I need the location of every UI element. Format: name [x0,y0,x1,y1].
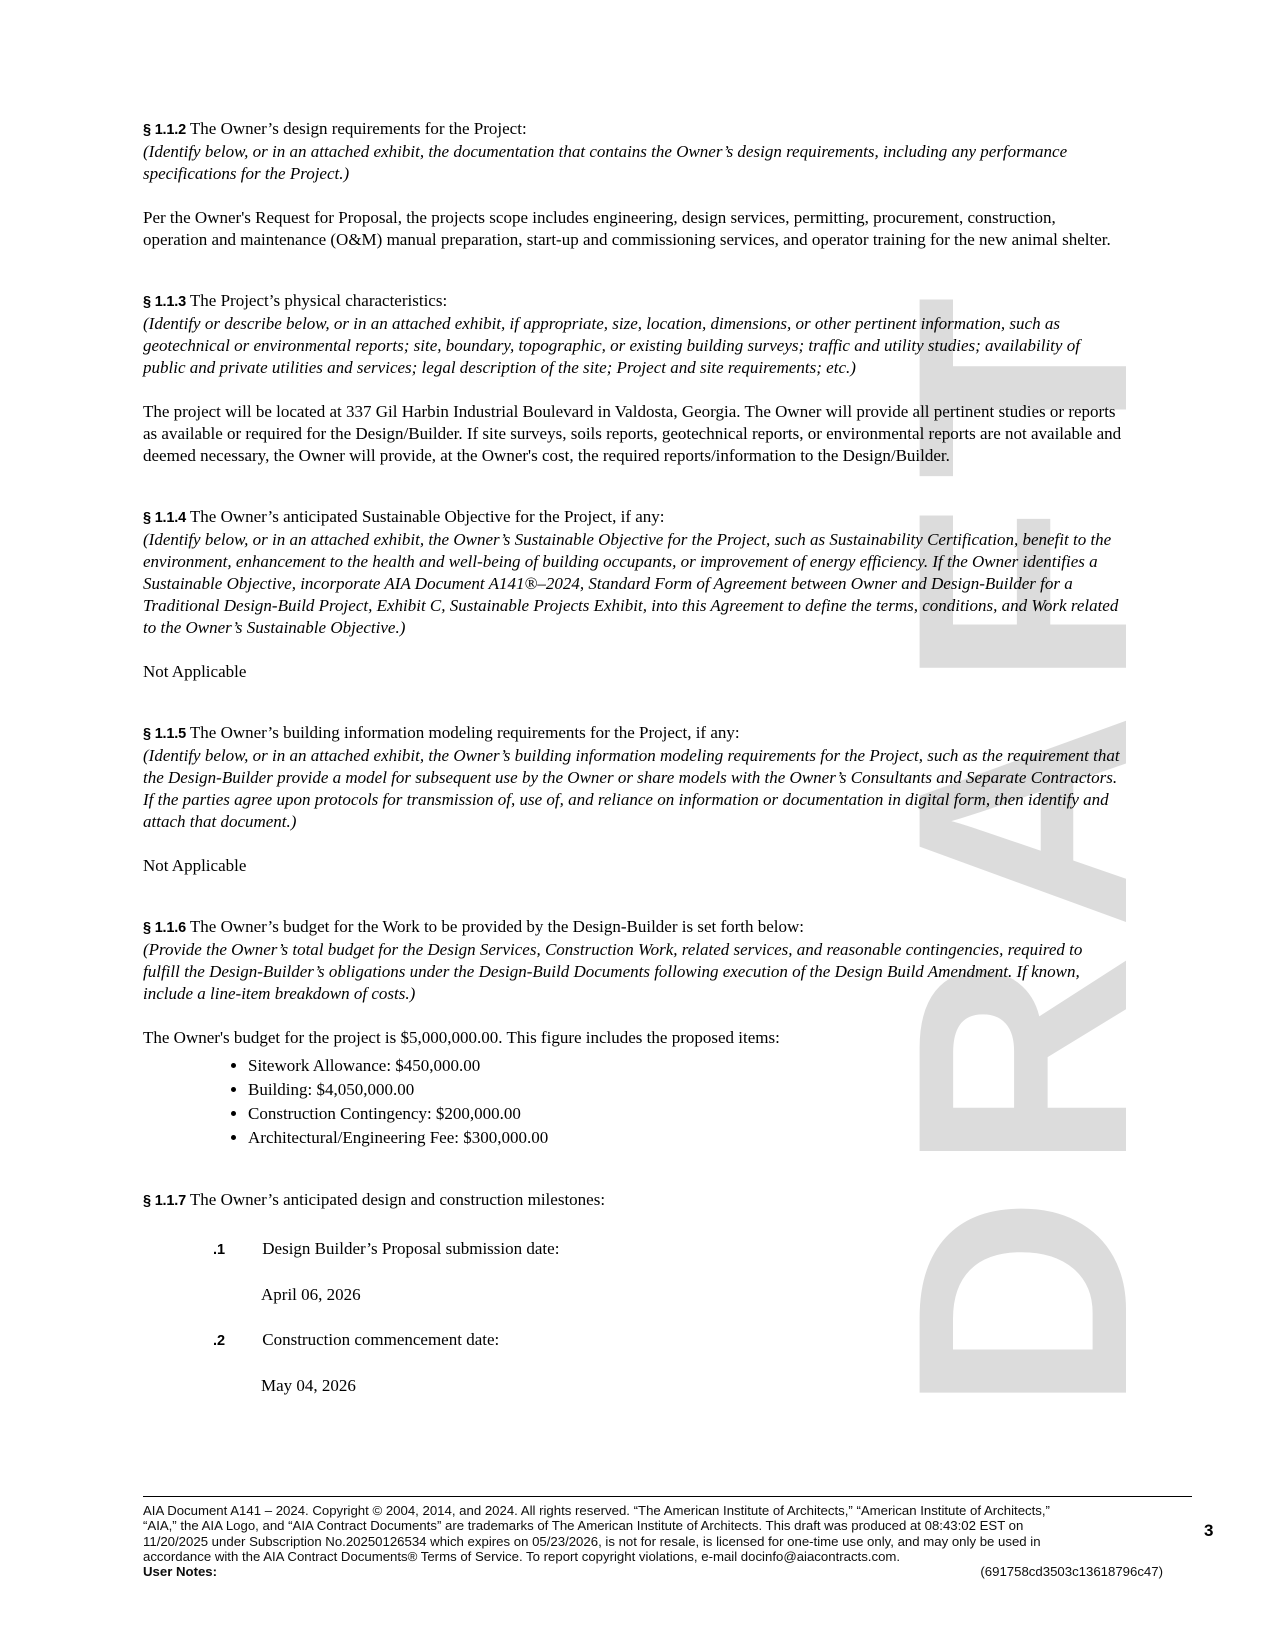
footer [143,1503,1163,1579]
budget-item: • Construction Contingency: $200,000.00 [248,1102,1123,1126]
section-number: § 1.1.4 [143,510,186,526]
budget-item: • Architectural/Engineering Fee: $300,000.00 [248,1126,1123,1150]
section-1-1-6 [143,916,1123,1150]
body-paragraph: The project will be located at 337 Gil Harbin Industrial Boulevard in Valdosta, Georgia. The Owner will provide all pertinent studies or reports as available or required for the Design/Builder. If site surveys, soils reports, geotechnical reports, or environmental reports are not available and deemed necessary, the Owner will provide, at the Owner's cost, the required reports/information to the Design/Builder. [143,402,1122,465]
section-heading [143,1189,1123,1212]
section-title: The Project’s physical characteristics: [189,291,448,310]
section-title: The Owner’s anticipated Sustainable Objective for the Project, if any: [189,507,665,526]
document-id: (691758cd3503c13618796c47) [980,1564,1163,1580]
milestone-row [143,1329,1123,1352]
footer-terms-line: accordance with the AIA Contract Documents® Terms of Service. To report copyright violations, e-mail docinfo@aiacontracts.com. [143,1548,901,1564]
page-number: 3 [1204,1521,1214,1540]
guidance-text: (Identify below, or in an attached exhibit, the documentation that contains the Owner’s design requirements, including any performance specifications for the Project.) [143,142,1068,183]
body-paragraph: Per the Owner's Request for Proposal, the projects scope includes engineering, design services, permitting, procurement, construction, operation and maintenance (O&M) manual preparation, start-up and commissioning services, and operator training for the new animal shelter. [143,208,1111,249]
section-1-1-5 [143,722,1123,877]
footer-bottom-row [143,1564,1163,1579]
footer-trademark-line: “AIA,” the AIA Logo, and “AIA Contract Documents” are trademarks of The American Institute of Architects. This draft was produced at 08:43:02 EST on [143,1518,1024,1534]
milestone-row [143,1238,1123,1261]
footer-copyright-line: AIA Document A141 – 2024. Copyright © 2004, 2014, and 2024. All rights reserved. “The American Institute of Architects,” “American Institute of Architects,” [143,1503,1050,1518]
section-heading [143,506,1123,529]
document-body [143,118,1123,1397]
milestone-number: .2 [213,1333,226,1349]
guidance-text: (Identify or describe below, or in an attached exhibit, if appropriate, size, location, dimensions, or other pertinent information, such as geotechnical or environmental reports; site, boundary, topographic, or existing building surveys; traffic and utility studies; availability of public and private utilities and services; legal description of the site; Project and site requirements; etc.) [143,314,1080,377]
section-number: § 1.1.7 [143,1193,186,1209]
section-number: § 1.1.3 [143,294,186,310]
section-title: The Owner’s anticipated design and construction milestones: [189,1190,606,1209]
section-1-1-7 [143,1189,1123,1397]
section-heading [143,722,1123,745]
body-paragraph: Not Applicable [143,662,247,681]
guidance-text: (Identify below, or in an attached exhibit, the Owner’s Sustainable Objective for the Project, such as Sustainability Certification, benefit to the environment, enhancement to the health and well-being of building occupants, or improvement of energy efficiency. If the Owner identifies a Sustainable Objective, incorporate AIA Document A141®–2024, Standard Form of Agreement between Owner and Design-Builder for a Traditional Design-Build Project, Exhibit C, Sustainable Projects Exhibit, into this Agreement to define the terms, conditions, and Work related to the Owner’s Sustainable Objective.) [143,530,1119,637]
budget-item: • Sitework Allowance: $450,000.00 [248,1054,1123,1078]
section-number: § 1.1.5 [143,726,186,742]
body-paragraph: Not Applicable [143,856,247,875]
body-paragraph: The Owner's budget for the project is $5,000,000.00. This figure includes the proposed items: [143,1028,780,1047]
milestone-number: .1 [213,1242,226,1258]
budget-item-list [143,1054,1123,1150]
section-1-1-4 [143,506,1123,683]
milestone-label: Design Builder’s Proposal submission date: [262,1239,560,1258]
section-number: § 1.1.2 [143,122,186,138]
section-1-1-3 [143,290,1123,467]
guidance-text: (Provide the Owner’s total budget for the Design Services, Construction Work, related services, and reasonable contingencies, required to fulfill the Design-Builder’s obligations under the Design-Build Documents following execution of the Design Build Amendment. If known, include a line-item breakdown of costs.) [143,940,1083,1003]
section-number: § 1.1.6 [143,920,186,936]
section-1-1-2 [143,118,1123,251]
section-heading [143,916,1123,939]
user-notes-label: User Notes: [143,1564,218,1580]
milestone-date: May 04, 2026 [261,1376,356,1395]
milestone-label: Construction commencement date: [262,1330,500,1349]
budget-item: • Building: $4,050,000.00 [248,1078,1123,1102]
section-title: The Owner’s design requirements for the Project: [189,119,527,138]
milestone-date: April 06, 2026 [261,1285,361,1304]
guidance-text: (Identify below, or in an attached exhibit, the Owner’s building information modeling requirements for the Project, such as the requirement that the Design-Builder provide a model for subsequent use by the Owner or share models with the Owner’s Consultants and Separate Contractors. If the parties agree upon protocols for transmission of, use of, and reliance on information or documentation in digital form, then identify and attach that document.) [143,746,1120,831]
draft-watermark: DRAFT [854,271,1190,1413]
footer-subscription-line: 11/20/2025 under Subscription No.20250126534 which expires on 05/23/2026, is not for resale, is licensed for one-time use only, and may only be used in [143,1533,1041,1549]
section-title: The Owner’s building information modeling requirements for the Project, if any: [189,723,740,742]
section-title: The Owner’s budget for the Work to be provided by the Design-Builder is set forth below: [189,917,805,936]
footer-divider [143,1496,1192,1497]
section-heading [143,118,1123,141]
section-heading [143,290,1123,313]
